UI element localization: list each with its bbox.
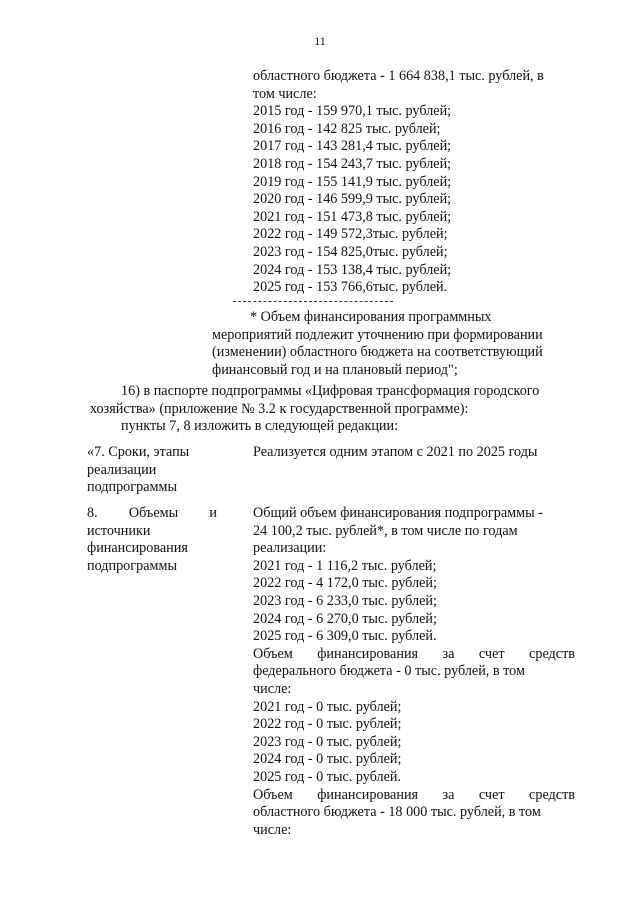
federal-year-line: 2025 год - 0 тыс. рублей.	[253, 768, 402, 785]
year-line: 2020 год - 146 599,9 тыс. рублей;	[253, 191, 452, 208]
regional-funding-line: областного бюджета - 18 000 тыс. рублей, в том	[253, 804, 541, 821]
row-7-label-line: «7. Сроки, этапы	[87, 444, 190, 460]
regional-word: счет	[478, 786, 505, 803]
row-8-label-line: источники	[87, 522, 151, 539]
year-line: 2015 год - 159 970,1 тыс. рублей;	[253, 103, 452, 120]
item-16-line: 16) в паспорте подпрограммы «Цифровая трансформация городского	[121, 383, 540, 399]
federal-year-line: 2022 год - 0 тыс. рублей;	[253, 716, 402, 733]
footnote-line: (изменении) областного бюджета на соответствующий	[212, 344, 543, 361]
year-line: 2024 год - 153 138,4 тыс. рублей;	[253, 261, 452, 278]
row-8-label-word: и	[209, 505, 217, 521]
total-funding-line: Общий объем финансирования подпрограммы -	[253, 505, 543, 521]
text-line: областного бюджета - 1 664 838,1 тыс. рублей, в	[253, 68, 544, 84]
year-line: 2022 год - 4 172,0 тыс. рублей;	[253, 575, 437, 592]
row-8-label-line: финансирования	[87, 540, 188, 557]
federal-word: Объем	[253, 645, 293, 662]
footnote-line: финансовый год и на плановый период";	[212, 361, 458, 378]
row-7-label-line: реализации	[87, 461, 157, 478]
regional-word: Объем	[253, 786, 293, 803]
regional-word: за	[442, 786, 455, 803]
federal-word: за	[442, 645, 455, 662]
footnote-first-line	[212, 309, 574, 327]
page-number: 11	[314, 34, 326, 48]
year-line: 2025 год - 153 766,6тыс. рублей.	[253, 279, 448, 296]
row-7-value-line: Реализуется одним этапом с 2021 по 2025 годы	[253, 444, 538, 460]
federal-word: средств	[529, 645, 575, 662]
row-8-value	[253, 505, 575, 839]
federal-funding-line: числе:	[253, 680, 292, 697]
footnote-word: программных	[408, 309, 492, 325]
federal-word: счет	[478, 645, 505, 662]
regional-funding-line: числе:	[253, 821, 292, 838]
federal-year-line: 2023 год - 0 тыс. рублей;	[253, 733, 402, 750]
item-16-line: хозяйства» (приложение № 3.2 к государственной программе):	[90, 400, 469, 417]
year-line: 2021 год - 151 473,8 тыс. рублей;	[253, 208, 452, 225]
year-line: 2024 год - 6 270,0 тыс. рублей;	[253, 610, 437, 627]
year-line: 2018 год - 154 243,7 тыс. рублей;	[253, 155, 452, 172]
footnote-word: финансирования	[303, 309, 405, 325]
regional-budget-block	[253, 68, 573, 297]
federal-year-line: 2024 год - 0 тыс. рублей;	[253, 751, 402, 768]
year-line: 2021 год - 1 116,2 тыс. рублей;	[253, 557, 437, 574]
row-8-label-word: Объемы	[128, 505, 179, 521]
text-line: том числе:	[253, 85, 317, 102]
year-line: 2023 год - 154 825,0тыс. рублей;	[253, 243, 448, 260]
year-line: 2023 год - 6 233,0 тыс. рублей;	[253, 592, 437, 609]
row-8-label-word: 8.	[87, 505, 98, 521]
year-line: 2017 год - 143 281,4 тыс. рублей;	[253, 138, 452, 155]
row-8-label	[87, 505, 217, 575]
footnote-separator	[233, 301, 393, 302]
federal-word: финансирования	[317, 645, 419, 662]
total-funding-line: 24 100,2 тыс. рублей*, в том числе по годам	[253, 522, 518, 539]
federal-funding-line: федерального бюджета - 0 тыс. рублей, в том	[253, 663, 525, 680]
footnote-word: Объем	[260, 309, 301, 325]
item-16-line: пункты 7, 8 изложить в следующей редакции:	[121, 418, 399, 435]
federal-year-line: 2021 год - 0 тыс. рублей;	[253, 698, 402, 715]
row-8-label-line: подпрограммы	[87, 557, 177, 574]
footnote-line: мероприятий подлежит уточнению при формировании	[212, 326, 543, 343]
row-7-value	[253, 444, 575, 462]
item-16-paragraph	[90, 383, 580, 436]
row-7-label-line: подпрограммы	[87, 479, 177, 496]
year-line: 2016 год - 142 825 тыс. рублей;	[253, 120, 441, 137]
footnote	[212, 309, 574, 379]
regional-funding-first-line	[253, 787, 575, 805]
row-7-label	[87, 444, 217, 497]
year-line: 2022 год - 149 572,3тыс. рублей;	[253, 226, 448, 243]
regional-word: финансирования	[317, 786, 419, 803]
year-line: 2025 год - 6 309,0 тыс. рублей.	[253, 628, 437, 645]
row-8-label-first-line	[87, 505, 217, 523]
federal-funding-first-line	[253, 646, 575, 664]
regional-word: средств	[529, 786, 575, 803]
year-line: 2019 год - 155 141,9 тыс. рублей;	[253, 173, 452, 190]
footnote-word: *	[250, 309, 258, 325]
total-funding-line: реализации:	[253, 540, 327, 557]
